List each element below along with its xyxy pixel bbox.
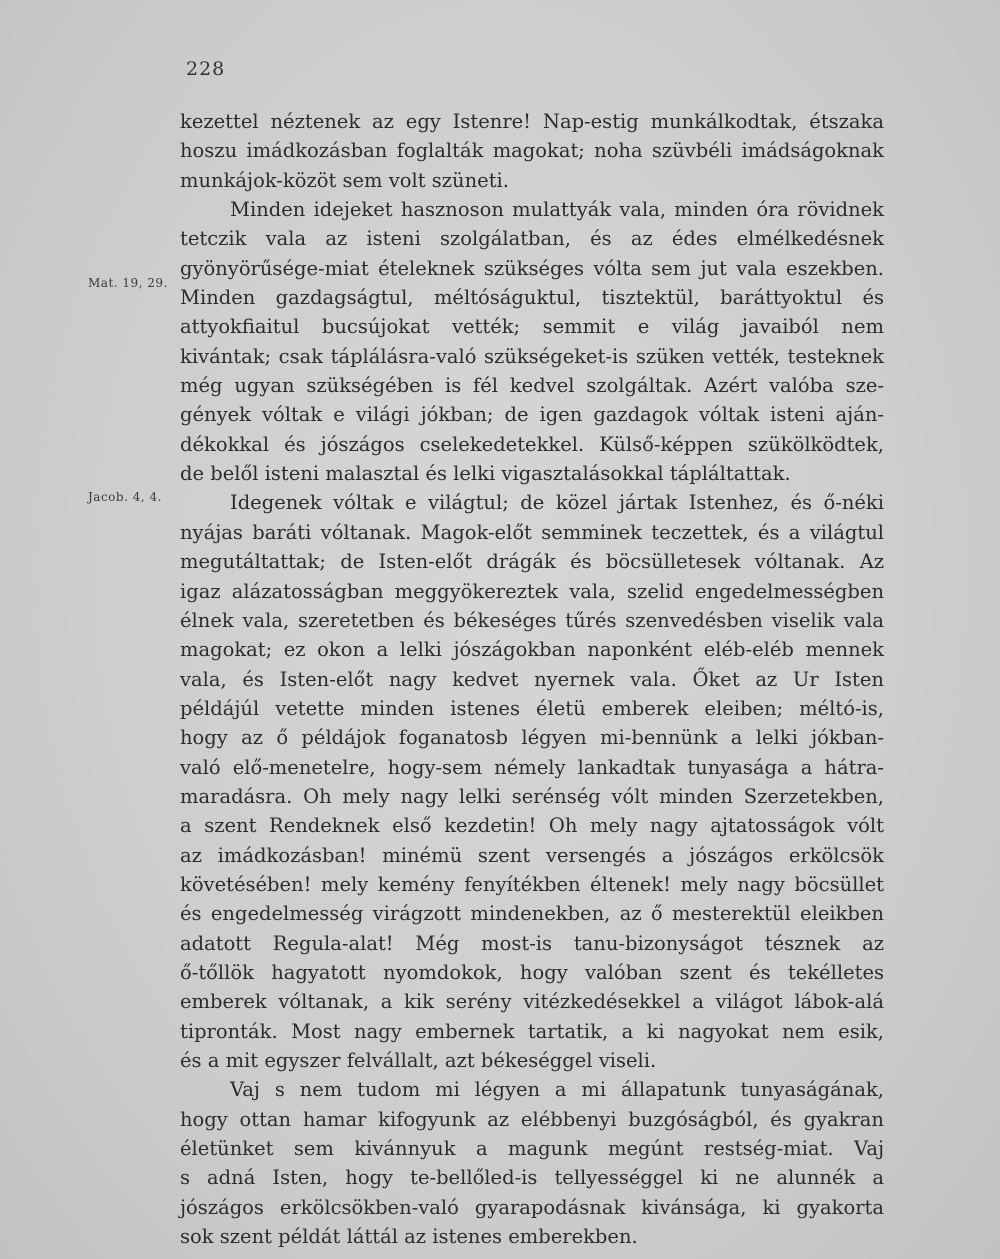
text-line: gyönyörűsége-miat ételeknek szükséges vólta sem jut vala eszekben. bbox=[180, 256, 884, 280]
text-line: munkájok-közöt sem volt szüneti. bbox=[180, 168, 509, 192]
text-line: Minden gazdagságtul, méltóságuktul, tisztektül, baráttyoktul és bbox=[180, 286, 884, 310]
text-line: adatott Regula-alat! Még most-is tanu-bizonyságot tésznek az bbox=[180, 931, 884, 955]
text-line: még ugyan szükségében is fél kedvel szolgáltak. Azért valóba sze- bbox=[180, 374, 884, 398]
page-number: 228 bbox=[186, 58, 226, 80]
text-line: kivántak; csak táplálásra-való szükségeket-is szüken vették, testeknek bbox=[180, 344, 884, 368]
margin-note-james: Jacob. 4, 4. bbox=[88, 490, 162, 504]
text-line: hogy ottan hamar kifogyunk az elébbenyi buzgóságból, és gyakran bbox=[180, 1107, 884, 1131]
text-line: ő-tőllök hagyatott nyomdokok, hogy valóban szent és tekélletes bbox=[180, 960, 884, 984]
text-line: s adná Isten, hogy te-bellőled-is tellyességgel ki ne alunnék a bbox=[180, 1166, 884, 1190]
text-line: jószágos erkölcsökben-való gyarapodásnak kivánsága, ki gyakorta bbox=[180, 1195, 884, 1219]
margin-note-matthew: Mat. 19, 29. bbox=[88, 276, 168, 290]
text-line: való elő-menetelre, hogy-sem némely lankadtak tunyasága a hátra- bbox=[180, 755, 884, 779]
text-line: magokat; ez okon a lelki jószágokban naponként eléb-eléb mennek bbox=[180, 638, 884, 662]
text-line: attyokfiaitul bucsújokat vették; semmit e világ javaiból nem bbox=[180, 315, 884, 339]
text-line: követésében! mely kemény fenyítékben éltenek! mely nagy böcsüllet bbox=[180, 872, 884, 896]
body-text bbox=[180, 107, 884, 1251]
text-line: kezettel néztenek az egy Istenre! Nap-estig munkálkodtak, étszaka bbox=[180, 110, 884, 133]
text-line: életünket sem kivánnyuk a magunk megúnt restség-miat. Vaj bbox=[180, 1137, 884, 1161]
text-line: hoszu imádkozásban foglalták magokat; noha szüvbéli imádságoknak bbox=[180, 139, 884, 163]
text-line: nyájas baráti vóltanak. Magok-előt semminek teczettek, és a világtul bbox=[180, 520, 884, 544]
text-line: az imádkozásban! minémü szent versengés a jószágos erkölcsök bbox=[180, 843, 884, 867]
text-line: de belől isteni malasztal és lelki vigasztalásokkal tápláltattak. bbox=[180, 462, 791, 486]
text-line: és a mit egyszer felvállalt, azt békeséggel viseli. bbox=[180, 1049, 657, 1072]
text-line: tipronták. Most nagy embernek tartatik, a ki nagyokat nem esik, bbox=[180, 1019, 884, 1043]
text-line: vala, és Isten-előt nagy kedvet nyernek vala. Őket az Ur Isten bbox=[180, 667, 884, 691]
text-line: élnek vala, szeretetben és békeséges tűrés szenvedésben viselik vala bbox=[180, 608, 884, 632]
text-line: gények vóltak e világi jókban; de igen gazdagok vóltak isteni aján- bbox=[180, 403, 884, 427]
text-line: Minden idejeket hasznoson mulattyák vala, minden óra rövidnek bbox=[230, 198, 884, 222]
text-line: sok szent példát láttál az istenes emberekben. bbox=[180, 1225, 638, 1249]
text-line: és engedelmesség virágzott mindenekben, az ő mesterektül eleikben bbox=[180, 902, 884, 926]
text-line: Idegenek vóltak e világtul; de közel jártak Istenhez, és ő-néki bbox=[230, 491, 884, 515]
text-line: példájúl vetette minden istenes életü emberek eleiben; méltó-is, bbox=[180, 696, 884, 720]
text-line: tetczik vala az isteni szolgálatban, és az édes elmélkedésnek bbox=[180, 227, 884, 251]
text-line: hogy az ő példájok foganatosb légyen mi-bennünk a lelki jókban- bbox=[180, 726, 884, 750]
text-line: a szent Rendeknek első kezdetin! Oh mely nagy ajtatosságok vólt bbox=[180, 814, 884, 838]
text-line: megutáltattak; de Isten-előt drágák és böcsülletesek vóltanak. Az bbox=[180, 550, 884, 574]
text-line: dékokkal és jószágos cselekedetekkel. Külső-képpen szükölködtek, bbox=[180, 432, 884, 456]
text-line: maradásra. Oh mely nagy lelki serénség vólt minden Szerzetekben, bbox=[180, 784, 884, 808]
text-line: igaz alázatosságban meggyökereztek vala, szelid engedelmességben bbox=[180, 579, 884, 603]
text-line: Vaj s nem tudom mi légyen a mi állapatunk tunyaságának, bbox=[230, 1078, 884, 1102]
text-line: emberek vóltanak, a kik serény vitézkedésekkel a világot lábok-alá bbox=[180, 990, 884, 1014]
